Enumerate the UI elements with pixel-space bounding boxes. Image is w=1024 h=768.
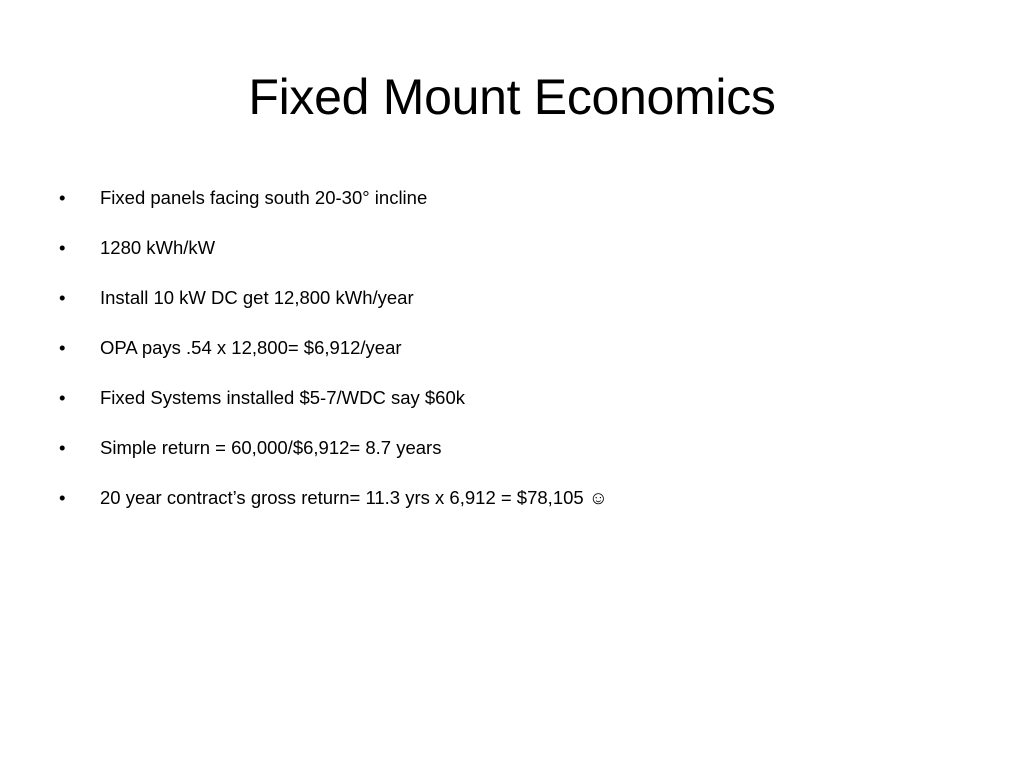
bullet-text: Fixed Systems installed $5-7/WDC say $60k <box>100 387 465 408</box>
bullet-item-3 <box>59 284 959 334</box>
bullet-text: Simple return = 60,000/$6,912= 8.7 years <box>100 437 442 458</box>
bullet-item-7 <box>59 484 959 534</box>
bullet-icon: • <box>59 337 66 358</box>
bullet-icon: • <box>59 387 66 408</box>
bullet-text: Install 10 kW DC get 12,800 kWh/year <box>100 287 414 308</box>
bullet-item-5 <box>59 384 959 434</box>
bullet-item-4 <box>59 334 959 384</box>
bullet-icon: • <box>59 187 66 208</box>
bullet-text: 20 year contract’s gross return= 11.3 yrs x 6,912 = $78,105 ☺ <box>100 487 608 508</box>
bullet-icon: • <box>59 237 66 258</box>
bullet-text: 1280 kWh/kW <box>100 237 216 258</box>
slide-title: Fixed Mount Economics <box>248 69 776 125</box>
bullet-item-2 <box>59 234 959 284</box>
bullet-item-6 <box>59 434 959 484</box>
bullet-item-1 <box>59 184 959 234</box>
bullet-text: OPA pays .54 x 12,800= $6,912/year <box>100 337 402 358</box>
bullet-icon: • <box>59 487 66 508</box>
bullet-icon: • <box>59 437 66 458</box>
bullet-text: Fixed panels facing south 20-30° incline <box>100 187 428 208</box>
bullet-list <box>59 184 959 534</box>
bullet-icon: • <box>59 287 66 308</box>
